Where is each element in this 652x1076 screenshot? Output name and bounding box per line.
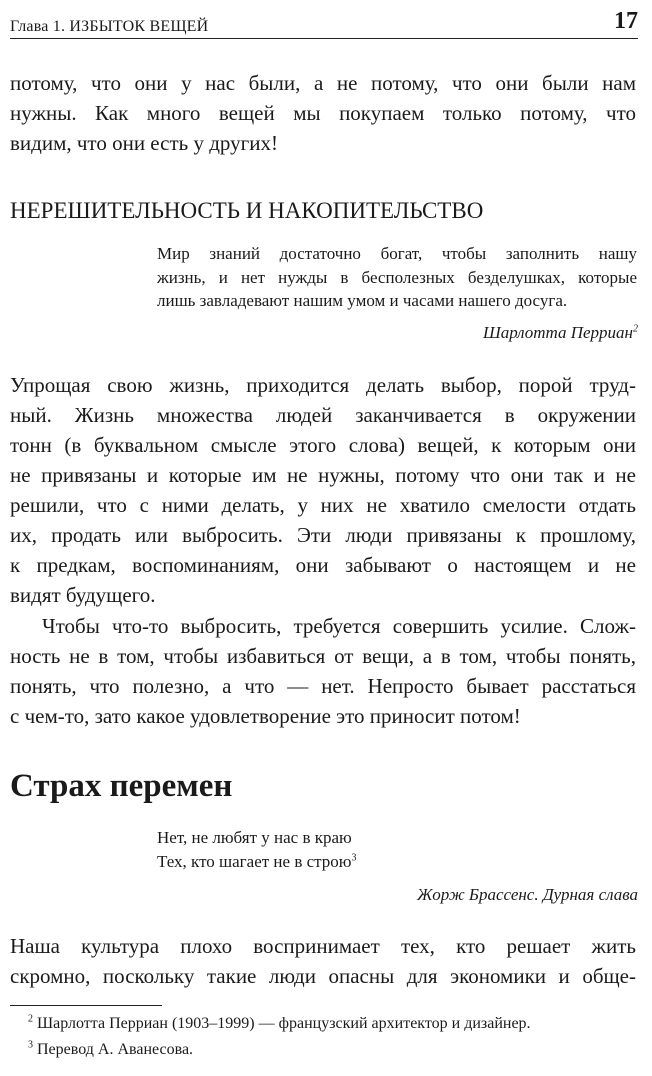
footnote: [28, 1041, 193, 1059]
body-line: ный. Жизнь множества людей заканчивается в окружении: [10, 403, 636, 427]
body-line: потому, что они у нас были, а не потому, что они были нам: [10, 71, 636, 95]
body-line: видят будущего.: [10, 583, 156, 607]
footnote-text: Шарлотта Перриан (1903–1999) — французский архитектор и дизайнер.: [37, 1015, 531, 1032]
epigraph-author: [483, 323, 638, 343]
body-line: Наша культура плохо воспринимает тех, кто решает жить: [10, 934, 636, 958]
body-line: Чтобы что-то выбросить, требуется совершить усилие. Слож-: [42, 614, 636, 638]
epigraph-line: [157, 852, 637, 872]
body-line: скромно, поскольку такие люди опасны для экономики и обще-: [10, 964, 636, 988]
body-line: решили, что с ними делать, у них не хватило смелости отдать: [10, 493, 636, 517]
running-head: Глава 1. ИЗБЫТОК ВЕЩЕЙ: [10, 18, 209, 35]
body-line: к предкам, воспоминаниям, они забывают о настоящем и не: [10, 553, 636, 577]
body-line: не привязаны и которые им не нужны, потому что они так и не: [10, 463, 636, 487]
body-line: их, продать или выбросить. Эти люди привязаны к прошлому,: [10, 523, 636, 547]
epigraph-author-name: Шарлотта Перриан: [483, 323, 633, 342]
footnote-ref: 3: [351, 852, 357, 864]
body-line: тонн (в буквальном смысле этого слова) вещей, к которым они: [10, 433, 636, 457]
epigraph-author: Жорж Брассенс. Дурная слава: [416, 885, 638, 904]
epigraph-line: лишь завладевают нашим умом и часами нашего досуга.: [157, 291, 568, 310]
body-line: нужны. Как много вещей мы покупаем только потому, что: [10, 101, 636, 125]
body-line: ность не в том, чтобы избавиться от вещи, а в том, чтобы понять,: [10, 644, 636, 668]
body-line: Упрощая свою жизнь, приходится делать выбор, порой труд-: [10, 373, 636, 397]
epigraph-line: жизнь, и нет нужды в бесполезных безделушках, которые: [157, 268, 637, 287]
page-number: 17: [614, 8, 638, 34]
footnote: [28, 1015, 531, 1033]
epigraph-line-text: Тех, кто шагает не в строю: [157, 852, 352, 871]
chapter-heading: Страх перемен: [10, 768, 233, 804]
page-header: [10, 8, 638, 39]
epigraph-line: Нет, не любят у нас в краю: [157, 828, 352, 847]
epigraph-line: Мир знаний достаточно богат, чтобы заполнить нашу: [157, 244, 637, 263]
footnote-divider: [10, 1005, 162, 1006]
body-line: с чем-то, зато какое удовлетворение это приносит потом!: [10, 704, 521, 728]
section-heading: НЕРЕШИТЕЛЬНОСТЬ И НАКОПИТЕЛЬСТВО: [10, 198, 484, 223]
body-line: понять, что полезно, а что — нет. Непросто бывает расстаться: [10, 674, 636, 698]
body-line: видим, что они есть у других!: [10, 131, 278, 155]
footnote-text: Перевод А. Аванесова.: [37, 1041, 194, 1058]
footnote-mark: 3: [28, 1039, 33, 1051]
footnote-mark: 2: [28, 1013, 33, 1025]
footnote-ref: 2: [633, 323, 638, 335]
